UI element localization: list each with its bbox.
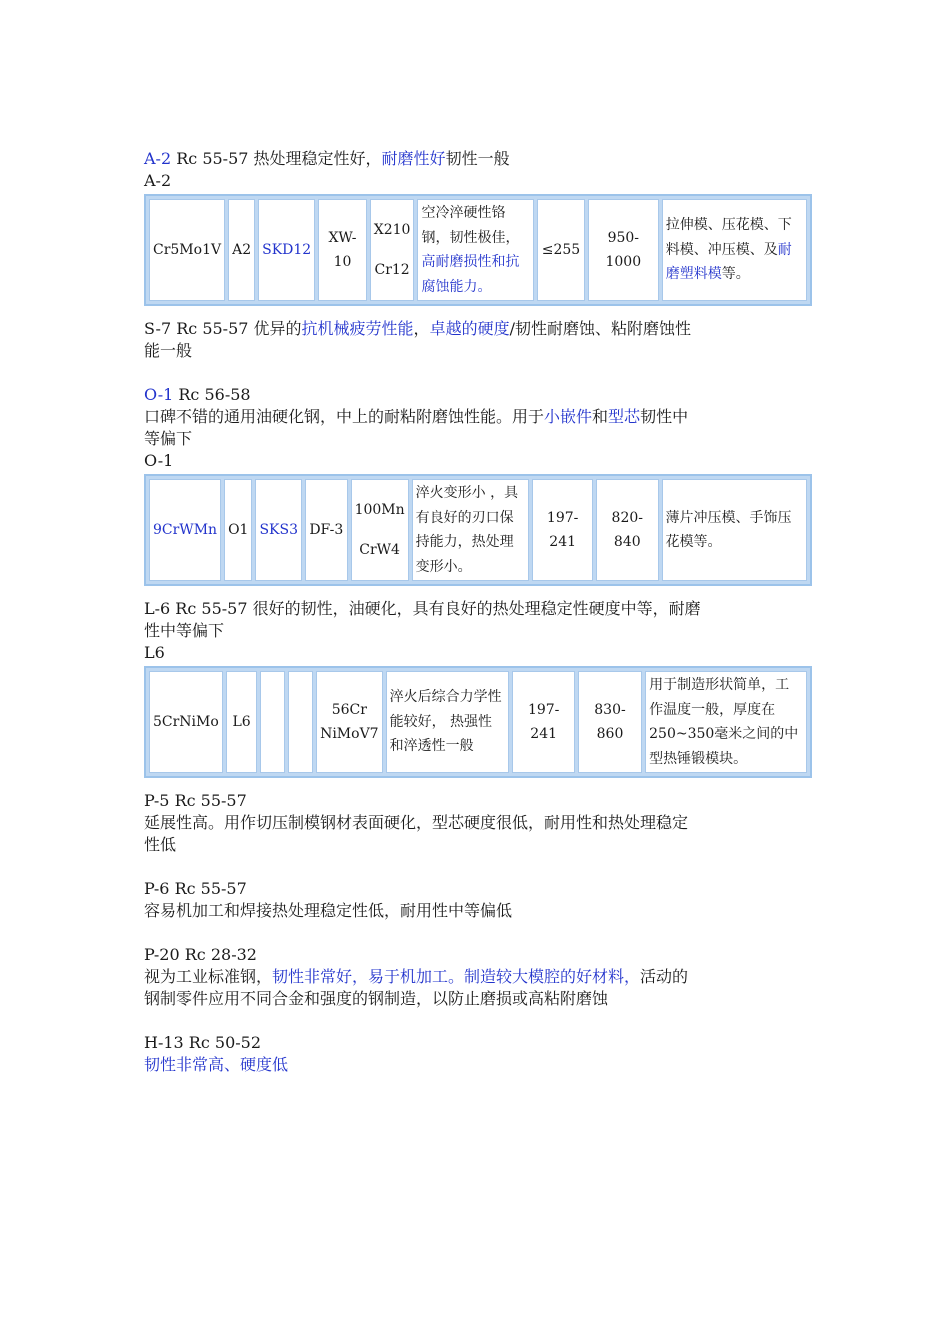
a2-code-link[interactable]: A-2 [144,149,172,168]
p6-heading: P-6 Rc 55-57 [144,879,247,898]
table-row [149,199,807,301]
din-grade-cell [316,671,383,773]
s7-link-hardness[interactable]: 卓越的硬度 [429,319,510,338]
l6-label: L6 [144,643,165,662]
a2-heading [144,148,812,170]
o1-heading [144,384,812,406]
h13-heading: H-13 Rc 50-52 [144,1033,262,1052]
gb-grade-cell: Cr5Mo1V [149,199,225,301]
property-text: 空冷淬硬性铬钢，韧性极佳， [421,205,520,246]
din-line-1: 56Cr [331,702,367,718]
a2-spec-table [144,194,812,306]
l6-spec-table [144,666,812,778]
gb-grade-link[interactable]: 9CrWMn [149,479,221,581]
o1-spec-table [144,474,812,586]
p20-link-toughness[interactable]: 韧性非常好，易于机加工。制造较大模腔的好材料， [272,967,641,986]
din-line-2: Cr12 [374,262,410,278]
p6-desc-line-1: 容易机加工和焊接热处理稳定性低，耐用性中等偏低 [144,901,513,920]
s7-line-2: 能一般 [144,341,193,360]
s7-text-1: S-7 Rc 55-57 优异的 [144,319,302,338]
p5-heading: P-5 Rc 55-57 [144,791,247,810]
property-cell: 淬火后综合力学性能较好， 热强性 和淬透性一般 [386,671,510,773]
p20-heading: P-20 Rc 28-32 [144,945,257,964]
o1-desc-and: 和 [592,407,609,426]
application-cell: 用于制造形状简单，工作温度一般，厚度在 250~350毫米之间的中型热锤锻模块。 [645,671,807,773]
din-line-2: CrW4 [359,542,400,558]
table-row [149,671,807,773]
document-body [144,148,812,1076]
s7-text-2: ， [413,319,430,338]
o1-desc-line-1 [144,406,812,428]
aisi-grade-cell: L6 [226,671,258,773]
a2-heading-tail: 韧性一般 [445,149,510,168]
brand-cell [288,671,313,773]
o1-desc-tail: 韧性中 [640,407,689,426]
din-grade-cell [351,479,409,581]
s7-link-fatigue[interactable]: 抗机械疲劳性能 [301,319,414,338]
application-tail: 等。 [721,266,750,283]
o1-link-inserts[interactable]: 小嵌件 [544,407,593,426]
aisi-grade-cell: A2 [228,199,255,301]
quench-temp-cell: 820-840 [596,479,659,581]
application-link[interactable]: 耐磨塑料模 [665,241,792,283]
p20-desc-text: 视为工业标准钢， [144,967,273,986]
p5-desc-line-2: 性低 [144,835,177,854]
s7-line-1 [144,318,812,340]
l6-desc-line-1: L-6 Rc 55-57 很好的韧性，油硬化，具有良好的热处理稳定性硬度中等，耐磨 [144,599,701,618]
hardness-cell: 197-241 [512,671,574,773]
a2-heading-text: Rc 55-57 热处理稳定性好， [171,149,382,168]
o1-code-link[interactable]: O-1 [144,385,174,404]
p20-desc-tail: 活动的 [640,967,689,986]
quench-temp-cell: 950-1000 [588,199,659,301]
property-cell [417,199,534,301]
o1-desc-line-2: 等偏下 [144,429,193,448]
brand-cell: DF-3 [305,479,348,581]
hardness-cell: ≤255 [537,199,585,301]
o1-label: O-1 [144,451,174,470]
din-line-1: X210 [373,222,411,238]
hardness-cell: 197-241 [532,479,593,581]
brand-cell: XW-10 [318,199,367,301]
gb-grade-cell: 5CrNiMo [149,671,223,773]
application-cell [662,199,807,301]
h13-desc-link[interactable]: 韧性非常高、硬度低 [144,1055,289,1074]
o1-desc-text: 口碑不错的通用油硬化钢，中上的耐粘附磨蚀性能。用于 [144,407,545,426]
o1-heading-text: Rc 56-58 [173,385,251,404]
s7-text-3: /韧性耐磨蚀、粘附磨蚀性 [509,319,691,338]
a2-highlight-link[interactable]: 耐磨性好 [381,149,446,168]
din-grade-cell [370,199,415,301]
property-link[interactable]: 高耐磨损性和抗腐蚀能力。 [421,254,520,295]
application-cell: 薄片冲压模、手饰压花模等。 [662,479,807,581]
property-cell: 淬火变形小 ，具有良好的刃口保持能力，热处理变形小。 [412,479,530,581]
din-line-2: NiMoV7 [320,726,379,742]
jis-grade-cell [260,671,285,773]
table-row [149,479,807,581]
o1-link-cores[interactable]: 型芯 [608,407,641,426]
a2-label: A-2 [144,171,172,190]
aisi-grade-cell: O1 [224,479,252,581]
din-line-1: 100Mn [354,502,405,518]
p20-desc-line-1 [144,966,812,988]
jis-grade-link[interactable]: SKD12 [258,199,315,301]
p20-desc-line-2: 钢制零件应用不同合金和强度的钢制造，以防止磨损或高粘附磨蚀 [144,989,609,1008]
application-text: 拉伸模、压花模、下料模、冲压模、及 [665,217,792,258]
p5-desc-line-1: 延展性高。用作切压制模钢材表面硬化，型芯硬度很低，耐用性和热处理稳定 [144,813,689,832]
jis-grade-link[interactable]: SKS3 [255,479,302,581]
l6-desc-line-2: 性中等偏下 [144,621,225,640]
quench-temp-cell: 830-860 [578,671,642,773]
